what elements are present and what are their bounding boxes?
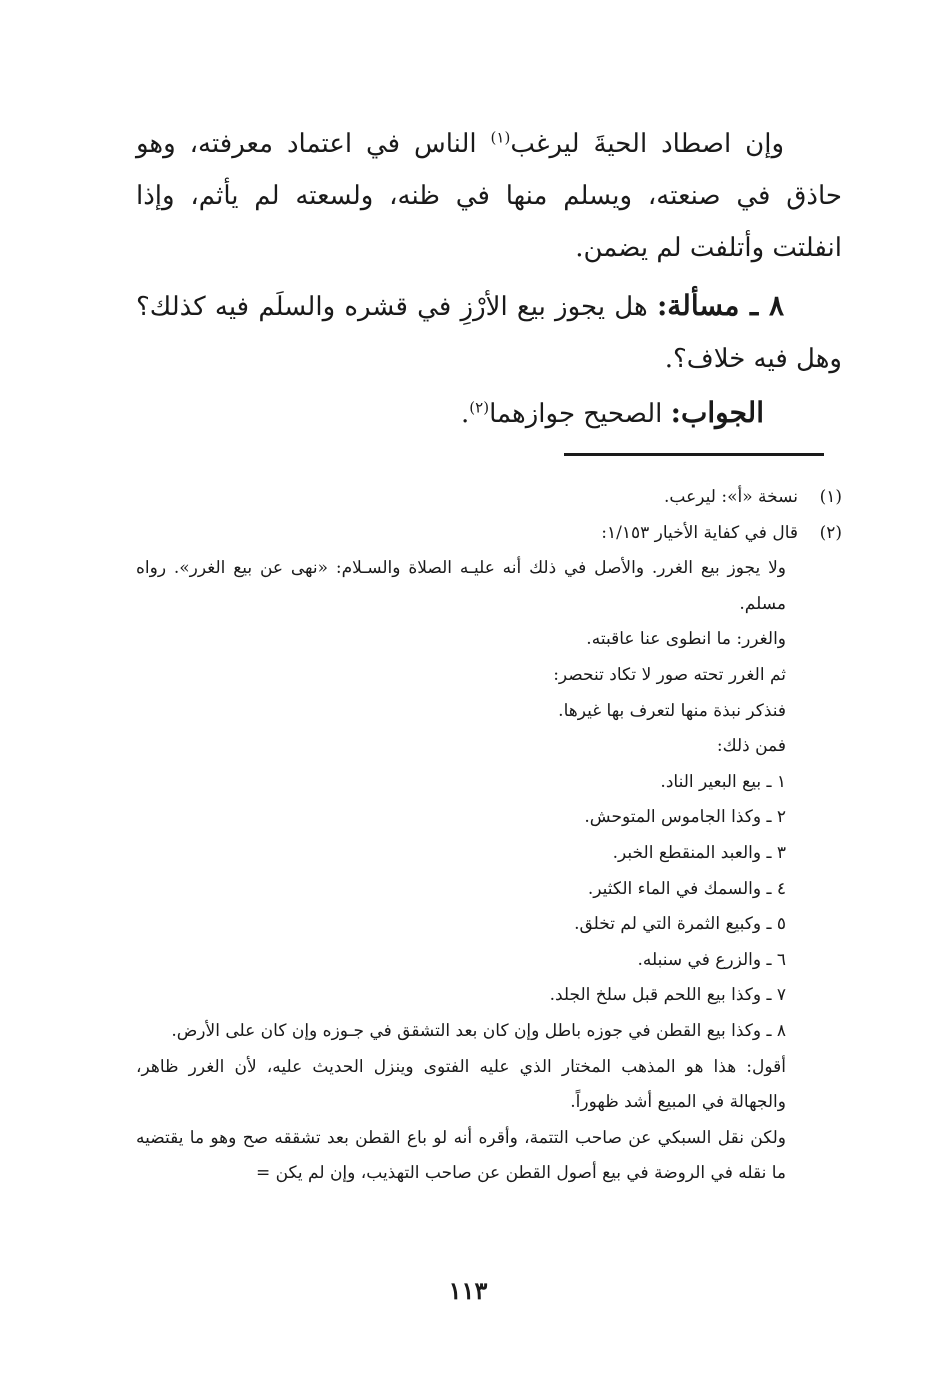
footnote-separator bbox=[564, 453, 824, 456]
paragraph-1: وإن اصطاد الحيةَ ليرغب$^{(١)}$ الناس في اعتماد معرفته، وهو حاذق في صنعته، ويسلم منها في ظنه، ولسعته لم يأثم، وإذا انفلتت وأتلفت لم يضمن. bbox=[136, 128, 842, 263]
footnote-1 bbox=[136, 480, 842, 516]
answer-label: الجواب: bbox=[670, 396, 764, 429]
footnote-2 bbox=[136, 516, 842, 552]
quote-line: ثم الغرر تحته صور لا تكاد تنحصر: bbox=[553, 664, 786, 685]
footnote-quote bbox=[136, 551, 842, 1192]
page-number: ١١٣ bbox=[448, 1276, 488, 1305]
quote-line: والغرر: ما انطوى عنا عاقبته. bbox=[586, 629, 786, 650]
list-item: ١ ـ بيع البعير الناد. bbox=[660, 771, 786, 792]
question-paragraph bbox=[136, 280, 842, 385]
footnote-text: قال في كفاية الأخيار ١/١٥٣: bbox=[601, 522, 798, 543]
footnote-text: نسخة «أ»: ليرعب. bbox=[664, 487, 798, 507]
list-item: ٧ ـ وكذا بيع اللحم قبل سلخ الجلد. bbox=[549, 985, 786, 1006]
question-label: ٨ ـ مسألة: bbox=[656, 289, 784, 322]
main-text bbox=[136, 118, 842, 440]
quote-line: ولكن نقل السبكي عن صاحب التتمة، وأقره أنه لو باع القطن بعد تشققه صح وهو ما يقتضيه ما نقله في الروضة في بيع أصول القطن عن صاحب التهذيب، وإن لم يكن = bbox=[136, 1127, 786, 1184]
list-item: ٣ ـ والعبد المنقطع الخبر. bbox=[612, 842, 786, 863]
footnote-number: (٢) bbox=[819, 522, 842, 543]
quote-line: أقول: هذا هو المذهب المختار الذي عليه الفتوى وينزل الحديث عليه، لأن الغرر ظاهر، والجهالة في المبيع أشد ظهوراً. bbox=[136, 1056, 786, 1113]
footnote-number: (١) bbox=[819, 487, 842, 507]
quote-line: ولا يجوز بيع الغرر. والأصل في ذلك أنه عليـه الصلاة والسـلام: «نهى عن بيع الغرر». رواه مسلم. bbox=[136, 558, 786, 614]
question-text: هل يجوز بيع الأرْزِ في قشره والسلَم فيه كذلك؟ وهل فيه خلاف؟. bbox=[136, 292, 842, 374]
list-item: ٨ ـ وكذا بيع القطن في جوزه باطل وإن كان بعد التشقق في جـوزه وإن كان على الأرض. bbox=[171, 1020, 786, 1041]
quote-line: فنذكر نبذة منها لتعرف بها غيرها. bbox=[558, 700, 786, 721]
answer-paragraph: الجواب: الصحيح جوازهما$^{(٢)}$. bbox=[461, 396, 764, 429]
list-item: ٦ ـ والزرع في سنبله. bbox=[637, 949, 786, 970]
answer-text: الصحيح جوازهما bbox=[489, 399, 671, 429]
list-item: ٥ ـ وكبيع الثمرة التي لم تخلق. bbox=[574, 914, 786, 935]
quote-line: فمن ذلك: bbox=[716, 736, 786, 757]
footnote-ref-2[interactable]: (٢) bbox=[469, 398, 490, 417]
list-item: ٤ ـ والسمك في الماء الكثير. bbox=[587, 878, 786, 899]
list-item: ٢ ـ وكذا الجاموس المتوحش. bbox=[584, 807, 786, 828]
footnote-ref-1[interactable]: (١) bbox=[490, 128, 511, 147]
footnotes bbox=[136, 480, 842, 1192]
